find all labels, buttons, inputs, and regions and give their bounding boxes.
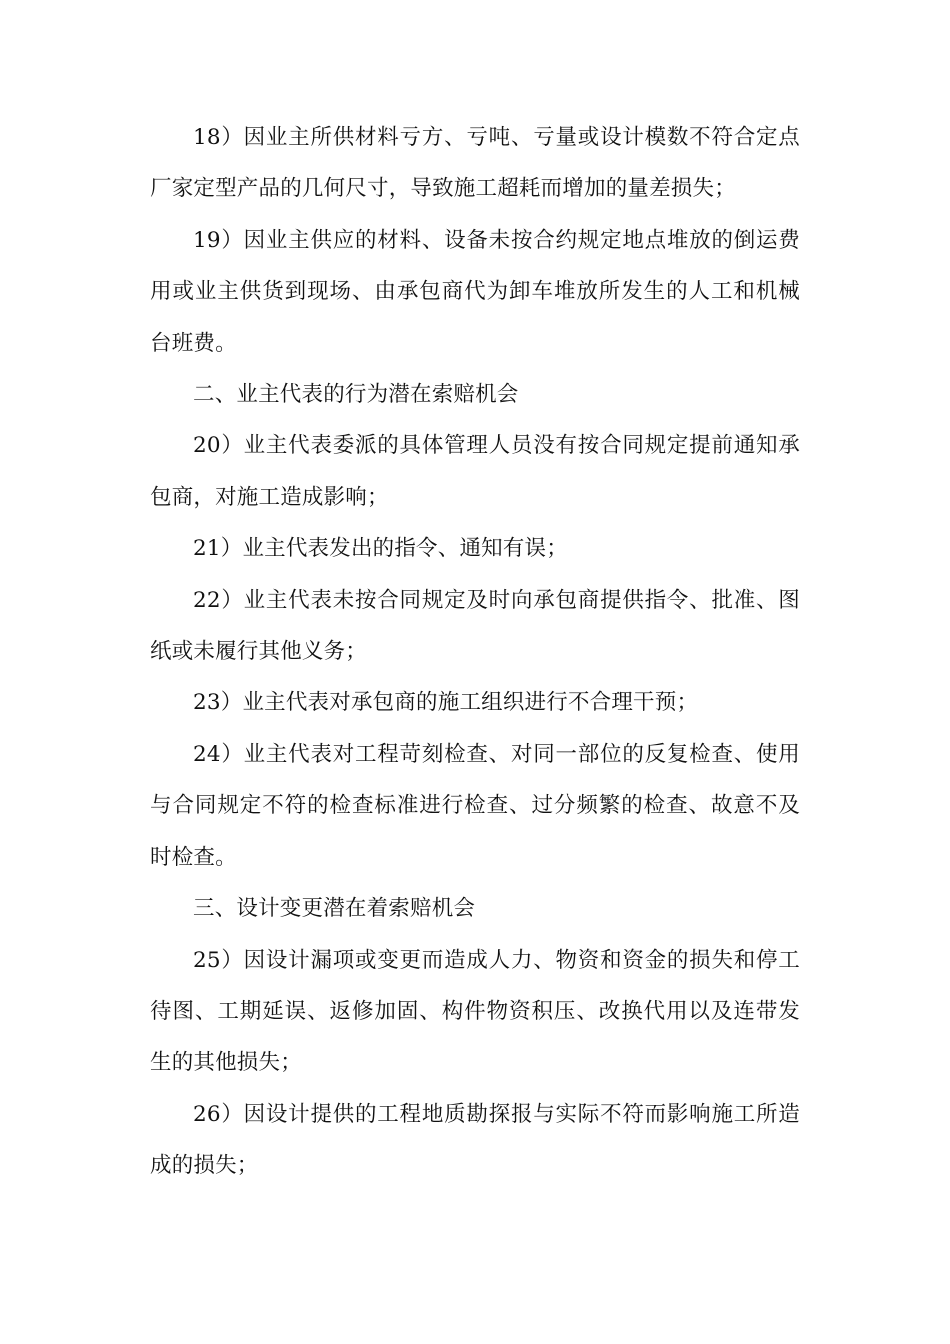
paragraph-item-23: 23）业主代表对承包商的施工组织进行不合理干预； — [193, 690, 699, 716]
section-heading-2: 二、业主代表的行为潜在索赔机会 — [193, 382, 519, 408]
paragraph-item-21: 21）业主代表发出的指令、通知有误； — [193, 536, 568, 562]
document-page — [150, 112, 800, 1192]
paragraph-item-26: 26）因设计提供的工程地质勘探报与实际不符而影响施工所造成的损失； — [150, 1101, 800, 1179]
paragraph-item-20: 20）业主代表委派的具体管理人员没有按合同规定提前通知承包商，对施工造成影响； — [150, 433, 800, 510]
paragraph-item-18: 18）因业主所供材料亏方、亏吨、亏量或设计模数不符合定点厂家定型产品的几何尺寸，导致施工超耗而增加的量差损失； — [150, 125, 800, 202]
section-heading-3: 三、设计变更潜在着索赔机会 — [193, 896, 476, 922]
paragraph-item-24: 24）业主代表对工程苛刻检查、对同一部位的反复检查、使用与合同规定不符的检查标准进行检查、过分频繁的检查、故意不及时检查。 — [150, 741, 800, 870]
paragraph-item-25: 25）因设计漏项或变更而造成人力、物资和资金的损失和停工待图、工期延误、返修加固、构件物资积压、改换代用以及连带发生的其他损失； — [150, 947, 800, 1076]
paragraph-item-22: 22）业主代表未按合同规定及时向承包商提供指令、批准、图纸或未履行其他义务； — [150, 587, 800, 665]
paragraph-item-19: 19）因业主供应的材料、设备未按合约规定地点堆放的倒运费用或业主供货到现场、由承包商代为卸车堆放所发生的人工和机械台班费。 — [150, 227, 800, 356]
